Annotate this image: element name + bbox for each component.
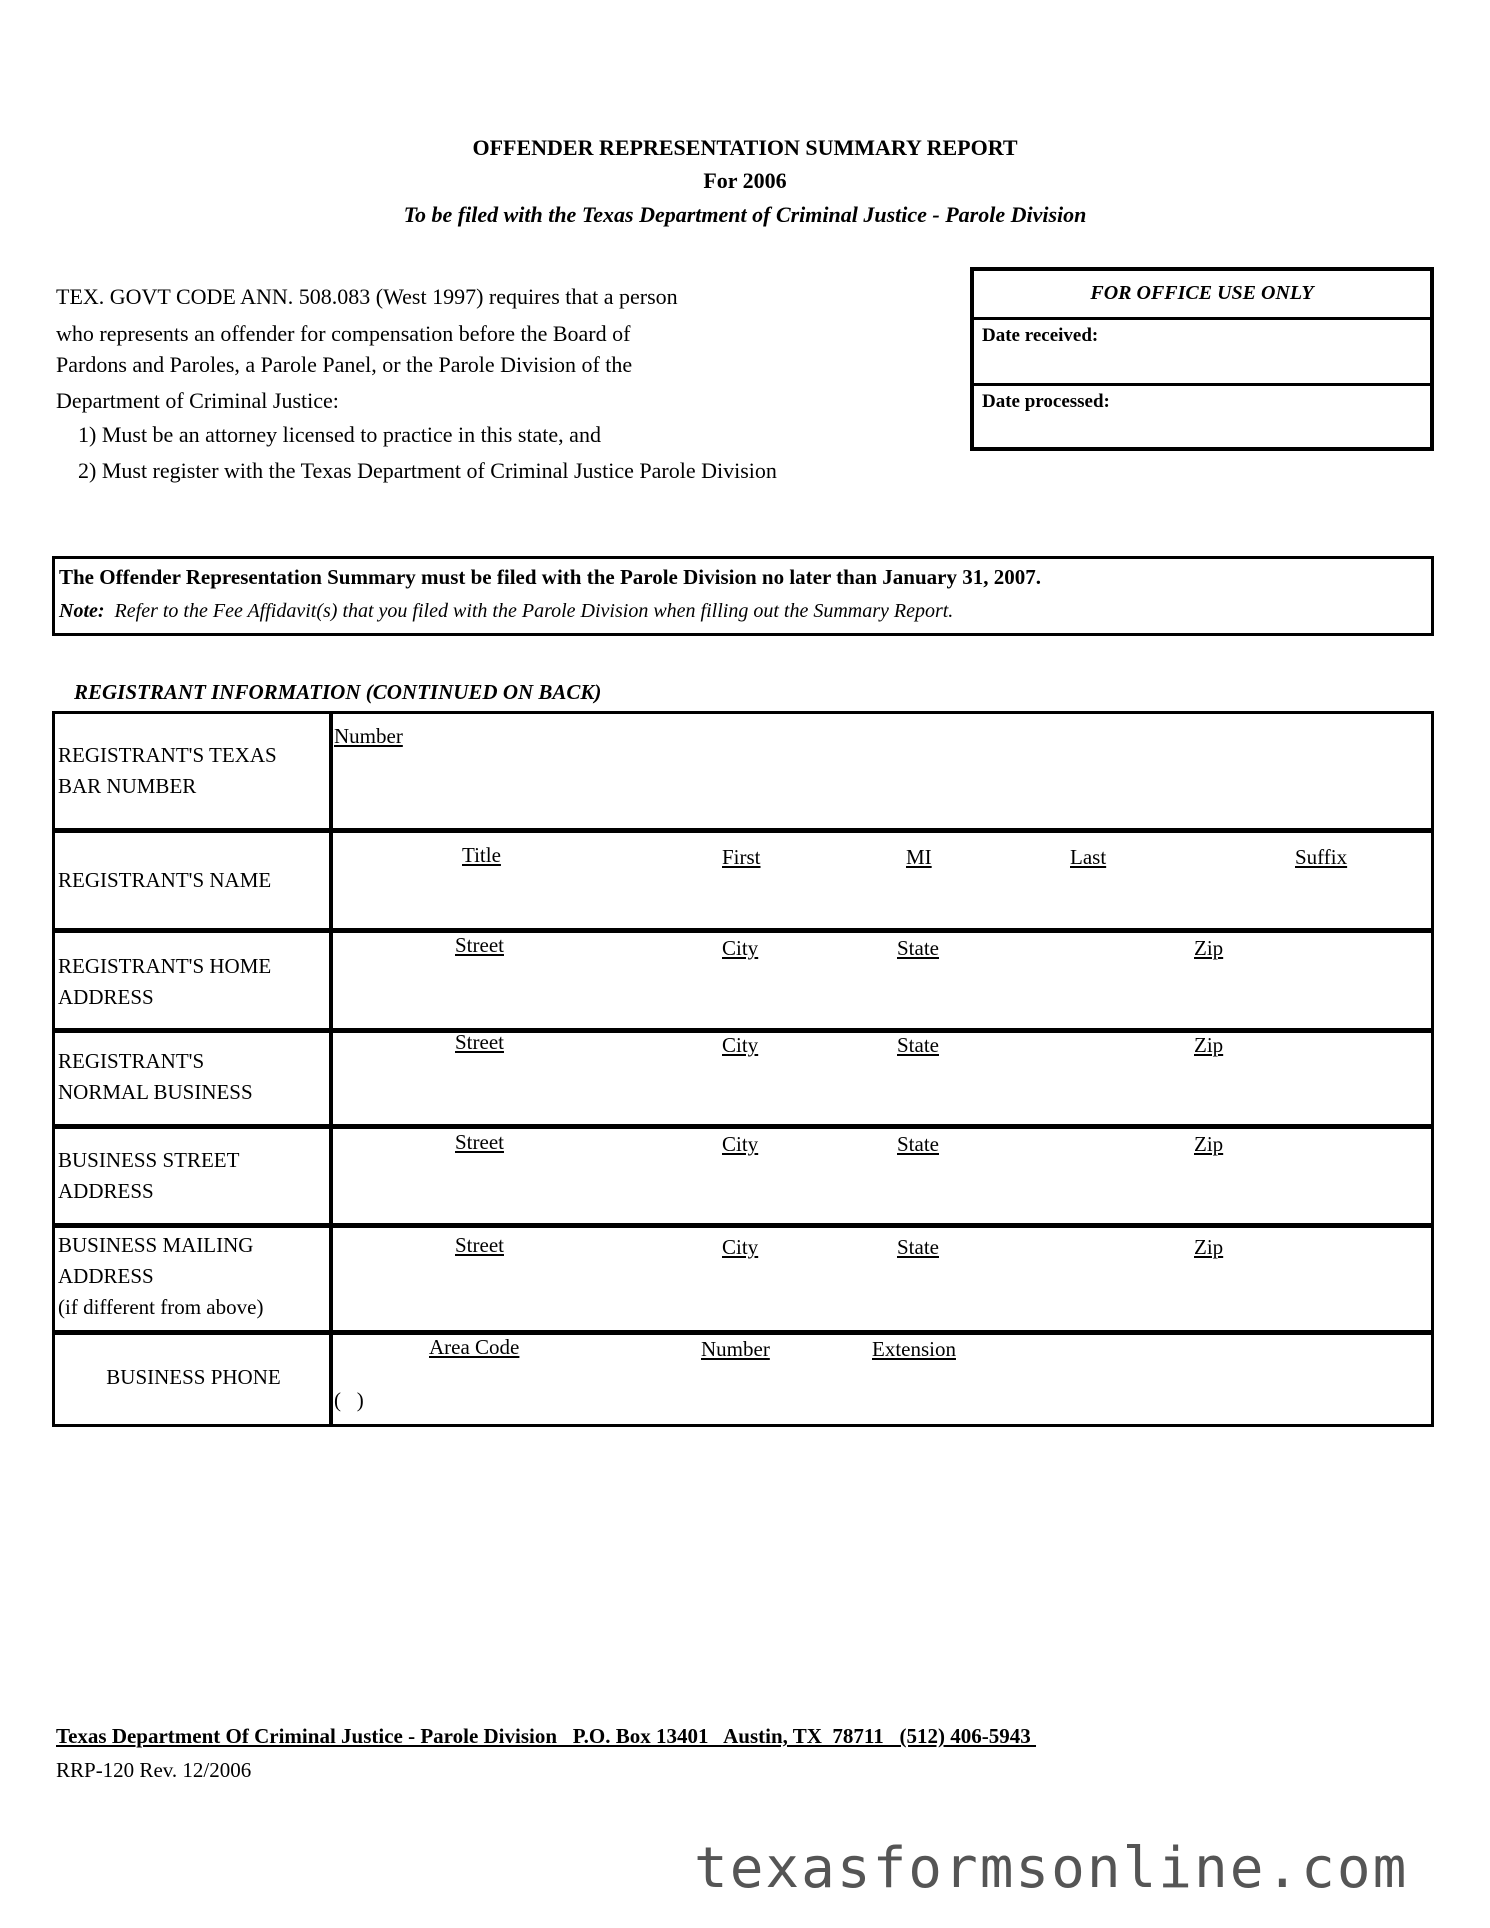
- normal-business-state-field[interactable]: State: [897, 1033, 939, 1057]
- office-use-heading: FOR OFFICE USE ONLY: [974, 271, 1430, 320]
- normal-business-city-field[interactable]: City: [722, 1033, 759, 1057]
- intro-line: who represents an offender for compensation before the Board of: [56, 321, 631, 346]
- home-address-label: REGISTRANT'S HOME ADDRESS: [55, 933, 333, 1028]
- normal-business-zip-field[interactable]: Zip: [1194, 1033, 1224, 1057]
- registrant-name-label: REGISTRANT'S NAME: [55, 833, 333, 928]
- home-zip-field[interactable]: Zip: [1194, 936, 1224, 960]
- note-label: Note:: [59, 600, 105, 622]
- office-use-box: [970, 267, 1434, 451]
- business-phone-row: [52, 1332, 1434, 1427]
- form-year: For 2006: [703, 168, 787, 193]
- business-street-row: [52, 1126, 1434, 1226]
- business-mailing-street-field[interactable]: Street: [455, 1233, 504, 1257]
- date-received-field[interactable]: [974, 320, 1430, 386]
- business-mailing-row: [52, 1225, 1434, 1333]
- filing-notice: [52, 556, 1434, 636]
- business-street-state-field[interactable]: State: [897, 1132, 939, 1156]
- bar-number-field[interactable]: Number: [334, 724, 403, 748]
- name-first-field[interactable]: First: [722, 845, 761, 869]
- phone-number-field[interactable]: Number: [701, 1337, 770, 1361]
- home-street-field[interactable]: Street: [455, 933, 504, 957]
- business-street-city-field[interactable]: City: [722, 1132, 759, 1156]
- normal-business-row: [52, 1030, 1434, 1127]
- notice-deadline: The Offender Representation Summary must be filed with the Parole Division no later than January 31, 2007.: [59, 565, 1041, 589]
- notice-note: [59, 600, 1427, 623]
- normal-business-label: REGISTRANT'S NORMAL BUSINESS: [55, 1033, 333, 1124]
- bar-number-label: REGISTRANT'S TEXAS BAR NUMBER: [55, 714, 333, 828]
- intro-line: Pardons and Paroles, a Parole Panel, or the Parole Division of the: [56, 352, 633, 377]
- intro-line: TEX. GOVT CODE ANN. 508.083 (West 1997) requires that a person: [56, 284, 678, 309]
- name-title-field[interactable]: Title: [462, 843, 501, 867]
- normal-business-street-field[interactable]: Street: [455, 1030, 504, 1054]
- business-mailing-label: BUSINESS MAILING ADDRESS (if different from above): [55, 1228, 333, 1330]
- home-city-field[interactable]: City: [722, 936, 759, 960]
- footer-address: Texas Department Of Criminal Justice - Parole Division P.O. Box 13401 Austin, TX 78711 (512) 406-5943: [56, 1724, 1037, 1748]
- home-state-field[interactable]: State: [897, 936, 939, 960]
- requirement-item: 1) Must be an attorney licensed to practice in this state, and: [78, 422, 601, 447]
- date-processed-label: Date processed:: [982, 391, 1110, 412]
- requirement-item: 2) Must register with the Texas Department of Criminal Justice Parole Division: [78, 458, 777, 483]
- business-mailing-city-field[interactable]: City: [722, 1235, 759, 1259]
- date-received-label: Date received:: [982, 325, 1099, 346]
- business-mailing-zip-field[interactable]: Zip: [1194, 1235, 1224, 1259]
- home-address-row: [52, 930, 1434, 1031]
- business-street-label: BUSINESS STREET ADDRESS: [55, 1129, 333, 1223]
- name-mi-field[interactable]: MI: [906, 845, 932, 869]
- intro-line: Department of Criminal Justice:: [56, 388, 339, 413]
- phone-extension-field[interactable]: Extension: [872, 1337, 956, 1361]
- note-text: Refer to the Fee Affidavit(s) that you filed with the Parole Division when filling out the Summary Report.: [114, 600, 954, 622]
- phone-area-code-field[interactable]: Area Code: [429, 1335, 520, 1359]
- registrant-name-row: [52, 830, 1434, 931]
- form-title: OFFENDER REPRESENTATION SUMMARY REPORT: [472, 135, 1018, 160]
- name-suffix-field[interactable]: Suffix: [1295, 845, 1348, 869]
- phone-area-parens: ( ): [334, 1388, 364, 1412]
- business-mailing-state-field[interactable]: State: [897, 1235, 939, 1259]
- form-subtitle: To be filed with the Texas Department of Criminal Justice - Parole Division: [403, 202, 1087, 227]
- name-last-field[interactable]: Last: [1070, 845, 1107, 869]
- date-processed-field[interactable]: [974, 386, 1430, 452]
- bar-number-row: [52, 711, 1434, 831]
- registrant-section-heading: REGISTRANT INFORMATION (CONTINUED ON BACK): [74, 680, 602, 704]
- business-phone-label: BUSINESS PHONE: [55, 1335, 333, 1424]
- watermark: texasformsonline.com: [694, 1836, 1409, 1901]
- business-street-zip-field[interactable]: Zip: [1194, 1132, 1224, 1156]
- form-code: RRP-120 Rev. 12/2006: [56, 1758, 252, 1782]
- business-street-street-field[interactable]: Street: [455, 1130, 504, 1154]
